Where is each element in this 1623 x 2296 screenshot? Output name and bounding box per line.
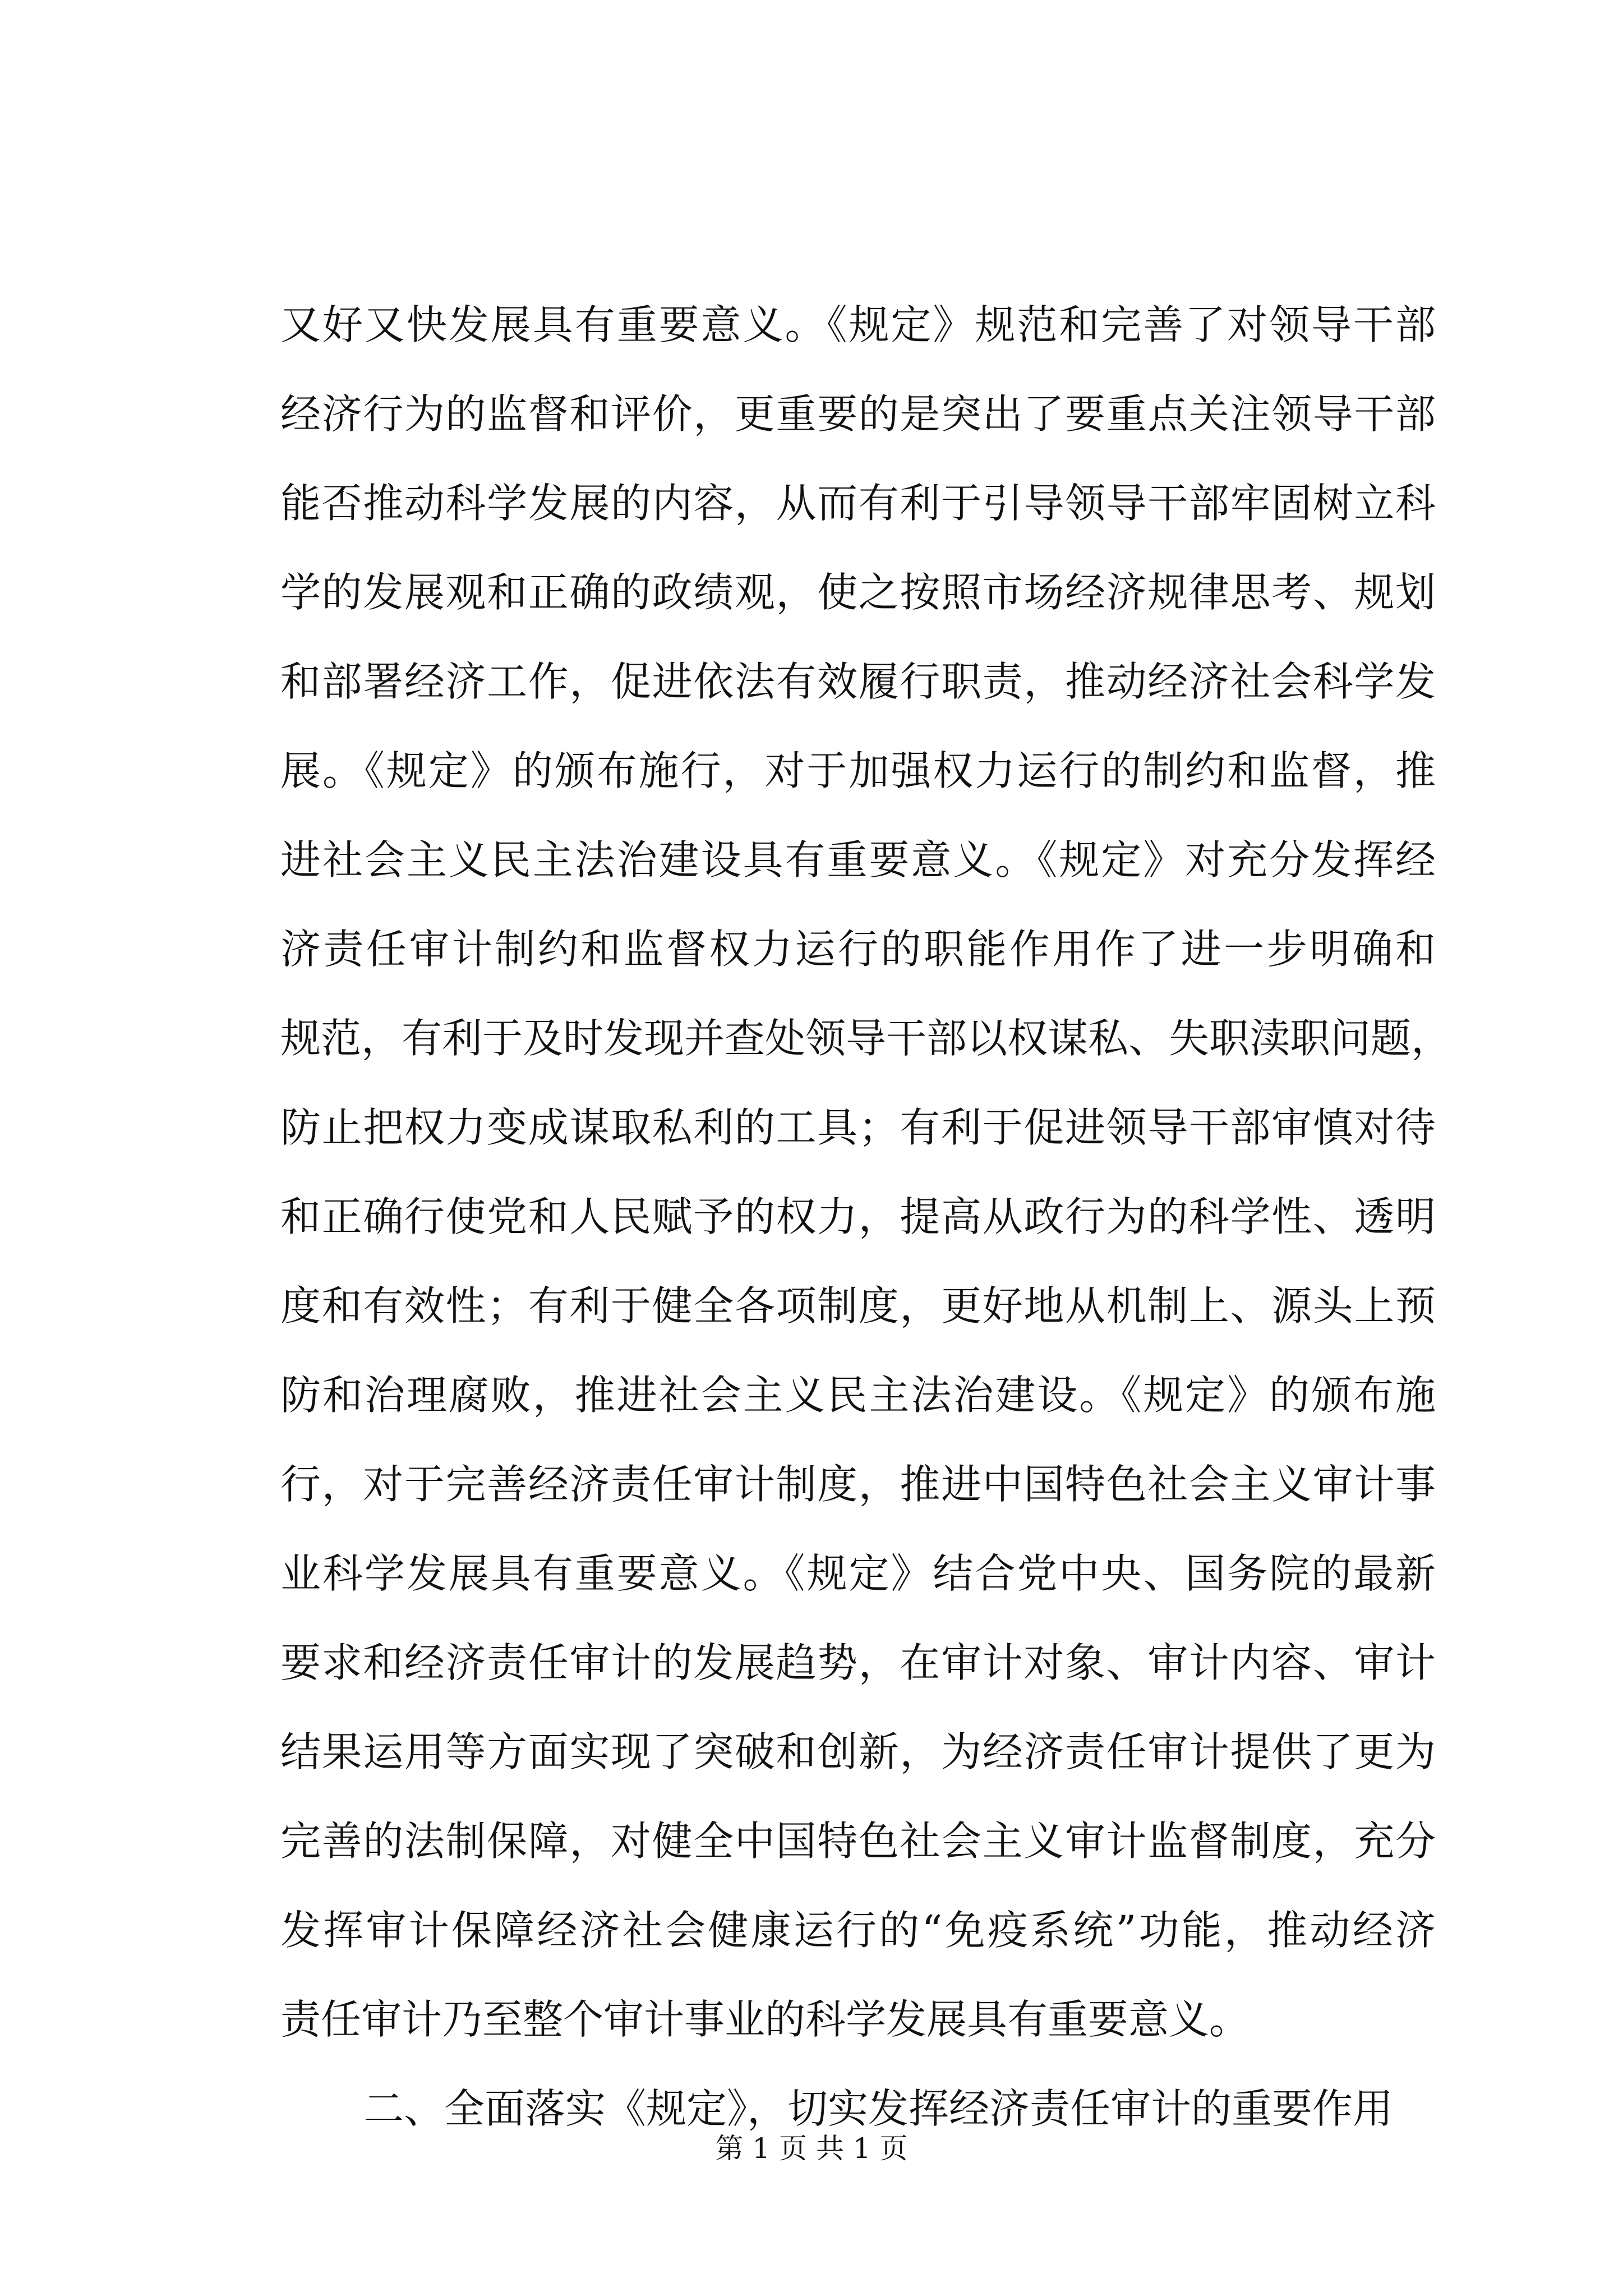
text-line: 规范，有利于及时发现并查处领导干部以权谋私、失职渎职问题，: [280, 1015, 1452, 1062]
text-line: 度和有效性；有利于健全各项制度，更好地从机制上、源头上预: [280, 1282, 1436, 1329]
text-line: 发挥审计保障经济社会健康运行的“免疫系统”功能，推动经济: [280, 1907, 1436, 1954]
text-line: 业科学发展具有重要意义。《规定》结合党中央、国务院的最新: [280, 1550, 1436, 1597]
text-line: 进社会主义民主法治建设具有重要意义。《规定》对充分发挥经: [280, 836, 1436, 884]
text-line-paragraph-end: 责任审计乃至整个审计事业的科学发展具有重要意义。: [280, 1996, 1250, 2043]
page-footer: [0, 2126, 1623, 2166]
text-line: 和部署经济工作，促进依法有效履行职责，推动经济社会科学发: [280, 658, 1436, 705]
text-line: 展。《规定》的颁布施行，对于加强权力运行的制约和监督，推: [280, 747, 1436, 794]
text-line: 行，对于完善经济责任审计制度，推进中国特色社会主义审计事: [280, 1461, 1436, 1508]
text-line: 经济行为的监督和评价，更重要的是突出了要重点关注领导干部: [280, 390, 1436, 438]
text-line: 要求和经济责任审计的发展趋势，在审计对象、审计内容、审计: [280, 1639, 1436, 1686]
text-line: 能否推动科学发展的内容，从而有利于引导领导干部牢固树立科: [280, 480, 1436, 527]
text-line: 防止把权力变成谋取私利的工具；有利于促进领导干部审慎对待: [280, 1104, 1436, 1151]
document-body: [280, 280, 1452, 2154]
page-number-label: 第 1 页 共 1 页: [715, 2132, 908, 2165]
text-line: 结果运用等方面实现了突破和创新，为经济责任审计提供了更为: [280, 1728, 1436, 1775]
text-line: 济责任审计制约和监督权力运行的职能作用作了进一步明确和: [280, 926, 1436, 973]
text-line: 和正确行使党和人民赋予的权力，提高从政行为的科学性、透明: [280, 1193, 1436, 1240]
section-heading: 二、全面落实《规定》，切实发挥经济责任审计的重要作用: [363, 2085, 1394, 2132]
text-line: 完善的法制保障，对健全中国特色社会主义审计监督制度，充分: [280, 1818, 1436, 1865]
text-line: 学的发展观和正确的政绩观，使之按照市场经济规律思考、规划: [280, 569, 1436, 616]
text-line: 又好又快发展具有重要意义。《规定》规范和完善了对领导干部: [280, 301, 1436, 348]
text-line: 防和治理腐败，推进社会主义民主法治建设。《规定》的颁布施: [280, 1372, 1436, 1419]
